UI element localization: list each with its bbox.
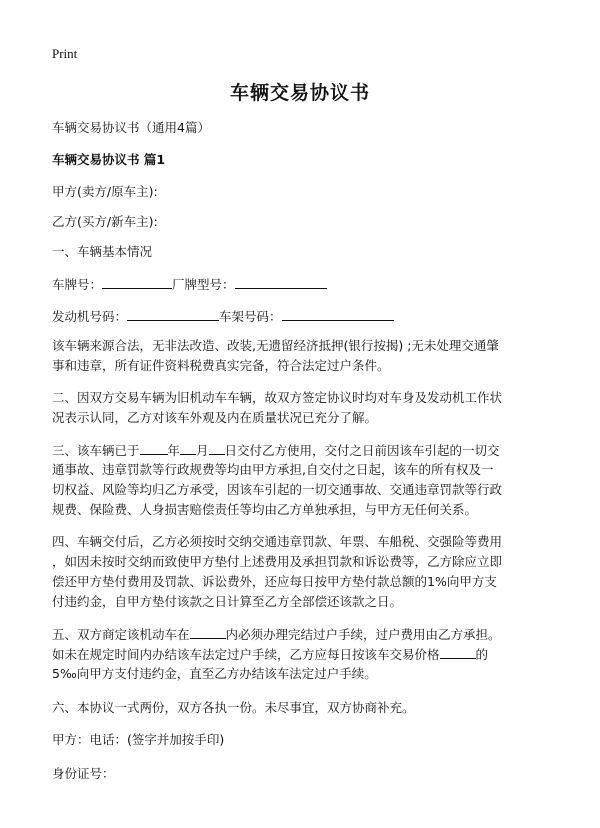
page-title: 车辆交易协议书 — [229, 82, 370, 104]
frame-blank — [282, 306, 394, 321]
clause-3-line-1 — [52, 440, 550, 461]
section-heading: 车辆交易协议书 篇1 — [52, 152, 166, 167]
clause-2-line-2: 况表示认同，乙方对该车外观及内在质量状况已充分了解。 — [52, 410, 378, 425]
clause-5-text-a: 五、双方商定该机动车在 — [52, 627, 190, 642]
clause-5-line-1 — [52, 624, 550, 645]
clause-6: 六、本协议一式两份，双方各执一份。未尽事宜，双方协商补充。 — [52, 700, 415, 715]
engine-frame-row — [52, 306, 550, 327]
clause-5-text-d: 的 — [475, 647, 489, 662]
clause-3-text-a: 三、该车辆已于 — [52, 443, 140, 458]
id-number-line: 身份证号： — [52, 766, 115, 781]
day-blank — [209, 440, 225, 455]
model-blank — [235, 274, 327, 289]
plate-model-row — [52, 274, 550, 295]
engine-label: 发动机号码： — [52, 309, 128, 324]
deadline-blank — [190, 624, 226, 639]
basic-info-heading: 一、车辆基本情况 — [52, 244, 153, 259]
frame-label: 车架号码： — [219, 309, 282, 324]
print-label[interactable]: Print — [52, 46, 78, 61]
clause-4-line-4: 付违约金，自甲方垫付该款之日计算至乙方全部偿还该款之日。 — [52, 594, 403, 609]
clause-3-year: 年 — [167, 443, 181, 458]
clause-2-line-1: 二、因双方交易车辆为旧机动车车辆，故双方签定协议时均对车身及发动机工作状 — [52, 390, 503, 405]
clause-3-text-d: 日交付乙方使用，交付之日前因该车引起的一切交 — [224, 443, 500, 458]
clause-5-text-b: 内必须办理完结过户手续，过户费用由乙方承担。 — [225, 627, 501, 642]
clause-4-line-3: 偿还甲方垫付费用及罚款、诉讼费外，还应每日按甲方垫付款总额的1%向甲方支 — [52, 574, 497, 589]
party-b-line: 乙方(买方/新车主): — [52, 214, 158, 229]
year-blank — [140, 440, 168, 455]
subtitle: 车辆交易协议书（通用4篇） — [52, 120, 210, 135]
engine-blank — [127, 306, 219, 321]
clause-3-line-3: 切权益、风险等均归乙方承受，因该车引起的一切交通事故、交通违章罚款等行政 — [52, 482, 503, 497]
source-paragraph-line-1: 该车辆来源合法，无非法改造、改装,无遗留经济抵押(银行按揭) ;无未处理交通肇 — [52, 338, 499, 353]
clause-3-line-4: 规费、保险费、人身损害赔偿责任等均由乙方单独承担，与甲方无任何关系。 — [52, 502, 478, 517]
plate-blank — [102, 274, 172, 289]
clause-5-line-2 — [52, 644, 550, 665]
month-blank — [180, 440, 196, 455]
price-blank — [440, 644, 476, 659]
clause-4-line-1: 四、车辆交付后，乙方必须按时交纳交通违章罚款、年票、车船税、交强险等费用 — [52, 534, 503, 549]
clause-5-text-c: 如未在规定时间内办结该车法定过户手续，乙方应每日按该车交易价格 — [52, 647, 440, 662]
signature-line: 甲方：电话：(签字并加按手印) — [52, 732, 225, 747]
model-label: 厂牌型号： — [172, 277, 235, 292]
clause-3-line-2: 通事故、违章罚款等行政规费等均由甲方承担,自交付之日起，该车的所有权及一 — [52, 462, 494, 477]
party-a-line: 甲方(卖方/原车主): — [52, 184, 158, 199]
clause-5-line-3: 5‰向甲方支付违约金，直至乙方办结该车法定过户手续。 — [52, 666, 377, 681]
source-paragraph-line-2: 事和违章，所有证件资料税费真实完备，符合法定过户条件。 — [52, 358, 390, 373]
plate-label: 车牌号： — [52, 277, 103, 292]
clause-4-line-2: ，如因未按时交纳而致使甲方垫付上述费用及承担罚款和诉讼费等，乙方除应立即 — [52, 554, 503, 569]
clause-3-month: 月 — [196, 443, 209, 458]
